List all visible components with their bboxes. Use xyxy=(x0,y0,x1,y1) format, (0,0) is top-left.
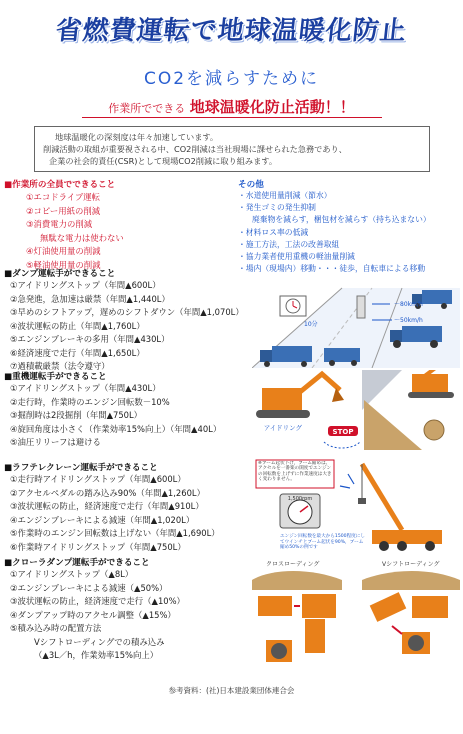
crane-item: ③波状運転の防止，経済速度で走行（年間▲910L） xyxy=(10,501,204,511)
others-section xyxy=(238,178,460,275)
cross-loading-label: クロスローディング xyxy=(266,561,320,568)
crawler-item: ①アイドリングストップ（▲8L） xyxy=(10,569,134,579)
others-item: 廃棄物を減らす，梱包材を減らす（持ち込まない） xyxy=(252,215,431,225)
all-staff-section xyxy=(4,178,234,272)
excavator-illustration xyxy=(252,370,460,458)
crane-item: ⑤作業時のエンジン回転数は上げない（年間▲1,690L） xyxy=(10,528,220,538)
dump-truck-illustration xyxy=(252,268,460,368)
v-shift-label: Vシフトローディング xyxy=(382,561,440,568)
crawler-item: ③波状運転の防止，経済速度で走行（▲10%） xyxy=(10,596,185,606)
tagline-small: 作業所でできる xyxy=(108,102,186,115)
intro-line: 地球温暖化の深刻度は年々加速しています。 xyxy=(55,132,219,142)
crane-item: ②アクセルペダルの踏み込み90%（年間▲1,260L） xyxy=(10,487,205,498)
all-staff-item: ②コピー用紙の削減 xyxy=(26,205,101,216)
page-title: 省燃費運転で地球温暖化防止 xyxy=(54,16,409,46)
dump-item: ②急発進，急加速は厳禁（年間▲1,440L） xyxy=(10,293,170,304)
stop-label: STOP xyxy=(332,428,354,436)
gauge-value: 1,500rpm xyxy=(287,496,313,502)
intro-line: 削減活動の取組が重要視される中、CO2削減は当社現場に課せられた急務であり、 xyxy=(43,144,347,154)
dump-item: ⑥経済速度で走行（年間▲1,650L） xyxy=(10,347,145,358)
all-staff-item: 無駄な電力は使わない xyxy=(40,232,124,243)
crane-item: ④エンジンブレーキによる減速（年間▲1,020L） xyxy=(10,514,195,525)
crane-section xyxy=(4,461,254,554)
dump-item: ③早めのシフトアップ，遅めのシフトダウン（年間▲1,070L） xyxy=(10,307,244,317)
dump-item: ①アイドリングストップ（年間▲600L） xyxy=(10,280,161,290)
crawler-item: ⑤積み込み時の配置方法 xyxy=(10,623,102,633)
dump-section xyxy=(4,267,254,374)
all-staff-item: ①エコドライブ運転 xyxy=(26,192,101,202)
others-item: ・材料ロス率の低減 xyxy=(238,227,309,237)
all-staff-item: ④灯油使用量の削減 xyxy=(26,246,101,256)
heavy-item: ①アイドリングストップ（年間▲430L） xyxy=(10,383,161,393)
crawler-item: ②エンジンブレーキによる減速（▲50%） xyxy=(10,582,168,593)
others-item: ・施工方法，工法の改善取組 xyxy=(238,239,340,249)
heavy-item: ②走行時，作業時のエンジン回転数－10% xyxy=(10,396,170,407)
heavy-section xyxy=(4,370,254,450)
page-subtitle: CO2を減らすために xyxy=(143,69,320,89)
footer-reference: 参考資料：(社)日本建設業団体連合会 xyxy=(168,686,295,695)
heavy-item: ④旋回角度は小さく（作業効率15%向上）（年間▲40L） xyxy=(10,423,222,434)
all-staff-item: ③消費電力の削減 xyxy=(26,219,93,229)
tagline-underline xyxy=(82,117,382,118)
others-item: ・場内（現場内）移動・・・徒歩，自転車による移動 xyxy=(238,264,426,274)
crane-item: ⑥作業時アイドリングストップ（年間▲750L） xyxy=(10,541,186,552)
heavy-item: ③掘削時は2段掘削（年間▲750L） xyxy=(10,410,143,420)
clock-label: 10分 xyxy=(304,321,318,328)
crawler-item: ④ダンプアップ時のアクセル調整（▲15%） xyxy=(10,609,176,620)
dump-item: ⑤エンジンブレーキの多用（年間▲430L） xyxy=(10,334,170,344)
intro-box xyxy=(34,126,430,172)
crane-note-2: エンジン回転数を最大から1500程度にしてウインチとブーム起伏を90%，ブーム縮め50%の例です xyxy=(280,534,365,551)
heavy-heading: ■重機運転手ができること xyxy=(4,372,107,382)
intro-line: 企業の社会的責任(CSR)として現場CO2削減に取り組みます。 xyxy=(49,156,278,166)
crawler-illustration xyxy=(252,556,460,672)
heavy-item: ⑤油圧リリーフは避ける xyxy=(10,437,101,447)
speed-label-2: ～50km/h xyxy=(394,317,423,324)
others-item: ・発生ゴミの発生抑制 xyxy=(238,203,316,213)
dump-item: ④波状運転の防止（年間▲1,760L） xyxy=(10,320,145,331)
crane-note: ※ブーム起伏下げ，ブーム縮めは、アクセルを一番楽の開度でエンジンの回転数を上げずに作業速度は大きく変わりません。 xyxy=(258,461,332,483)
crawler-item: （▲3L／h，作業効率15%向上） xyxy=(34,650,159,660)
dump-item: ⑦過積載厳禁（法令遵守） xyxy=(10,361,110,371)
dump-heading: ■ダンプ運転手ができること xyxy=(4,269,116,279)
crane-illustration xyxy=(252,458,460,554)
crawler-heading: ■クローラダンプ運転手ができること xyxy=(4,558,150,568)
crawler-item: Vシフトローディングでの積み込み xyxy=(34,636,165,647)
speed-label-1: ～80km/h xyxy=(394,301,423,308)
idling-label: アイドリング xyxy=(263,424,302,432)
crane-item: ①走行時アイドリングストップ（年間▲600L） xyxy=(10,474,186,484)
others-heading: その他 xyxy=(238,180,264,190)
crane-heading: ■ラフテレクレーン運転手ができること xyxy=(4,463,158,473)
others-item: ・協力業者使用重機の軽油量削減 xyxy=(238,252,355,262)
crawler-section xyxy=(4,556,254,663)
tagline xyxy=(0,96,463,117)
all-staff-item: ⑤軽油使用量の削減 xyxy=(26,259,101,270)
others-item: ・水道使用量削減（節水） xyxy=(238,191,332,200)
tagline-big: 地球温暖化防止活動！！ xyxy=(189,98,355,116)
all-staff-heading: ■作業所の全員でできること xyxy=(4,180,116,190)
